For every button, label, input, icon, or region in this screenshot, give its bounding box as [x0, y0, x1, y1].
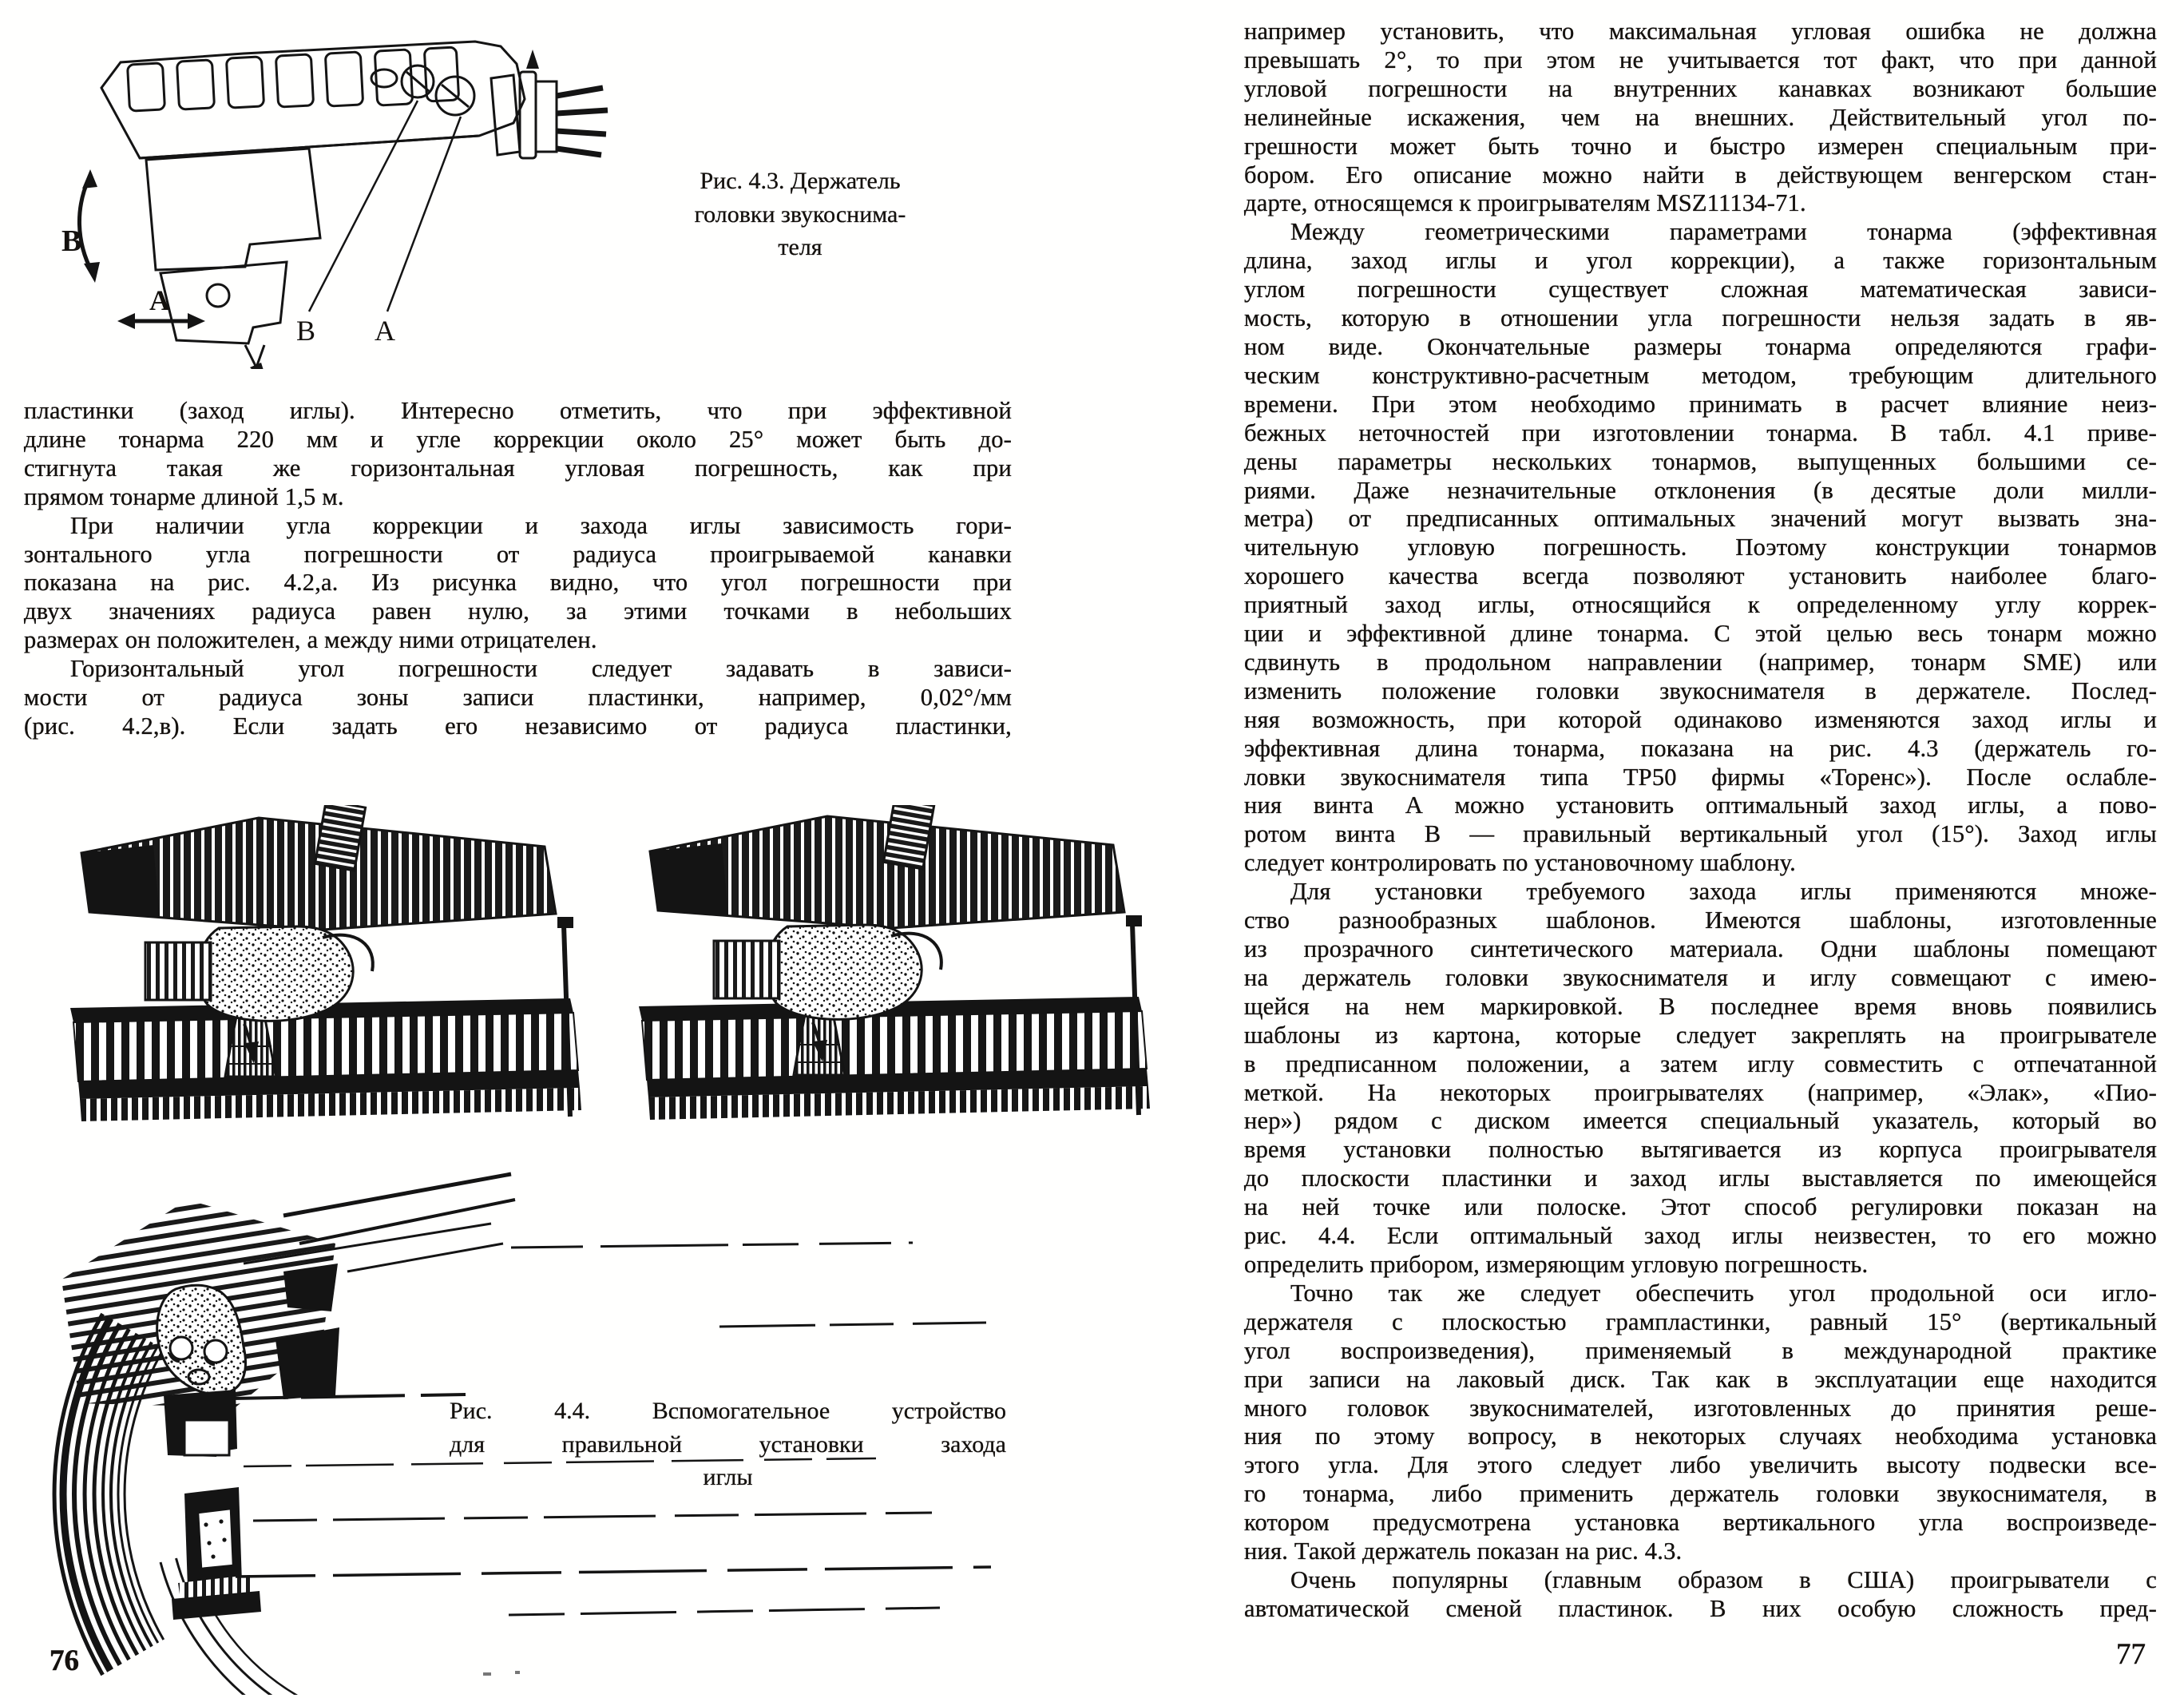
text-line: стигнута такая же горизонтальная угловая погрешность, как при — [24, 454, 1012, 482]
text-line: прямом тонарме длиной 1,5 м. — [24, 482, 344, 510]
text-line: держателя с плоскостью грампластинки, равный 15° (вертикальный — [1244, 1307, 2157, 1335]
text-line: этого угла. Для этого следует либо увеличить высоту подвески все- — [1244, 1451, 2157, 1479]
text-line: сдвинуть в продольном направлении (например, тонарм SME) или — [1244, 648, 2157, 676]
text-line: мости от радиуса зоны записи пластинки, например, 0,02°/мм — [24, 684, 1012, 712]
text-line: бежных неточностей при изготовлении тонарма. В табл. 4.1 приве- — [1244, 419, 2157, 446]
text-line: длина, заход иглы и угол коррекции), а также горизонтальным — [1244, 247, 2157, 275]
axis-label-a: A — [149, 284, 170, 316]
text-line: ство разнообразных шаблонов. Имеются шаблоны, изготовленные — [1244, 907, 2157, 934]
text-line: ческим конструктивно-расчетным методом, требующим длительного — [1244, 361, 2157, 389]
figure-4-3-drawing — [44, 2, 619, 369]
text-line: ния. Такой держатель показан на рис. 4.3. — [1244, 1537, 1683, 1565]
text-line: мость, которую в отношении угла погрешности нельзя задать в яв- — [1244, 304, 2157, 332]
text-line: времени. При этом необходимо принимать в расчет влияние неиз- — [1244, 390, 2157, 418]
text-line: (рис. 4.2,в). Если задать его независимо от радиуса пластинки, — [24, 712, 1012, 740]
text-line: котором предусмотрена установка вертикального угла воспроизведе- — [1244, 1509, 2157, 1537]
text-line: При наличии угла коррекции и захода иглы зависимость гори- — [70, 511, 1012, 539]
text-line: го тонарма, либо применить держатель головки звукоснимателя, в — [1244, 1480, 2157, 1508]
left-page-text — [24, 397, 1012, 741]
text-line: эффективная длина тонарма, показана на рис. 4.3 (держатель го- — [1244, 734, 2157, 762]
text-line: превышать 2°, то при этом не учитывается тот факт, что при данной — [1244, 46, 2157, 73]
text-line: дарте, относящемся к проигрывателям MSZ11134-71. — [1244, 189, 1806, 217]
text-line: грешности может быть точно и быстро измерен специальным при- — [1244, 132, 2157, 160]
caption-line: иглы — [703, 1464, 753, 1490]
text-line: автоматической сменой пластинок. В них особую сложность пред- — [1244, 1594, 2157, 1622]
text-line: Точно так же следует обеспечить угол продольной оси игло- — [1290, 1279, 2157, 1307]
text-line: например установить, что максимальная угловая ошибка не должна — [1244, 18, 2157, 45]
caption-line: теля — [778, 234, 822, 260]
text-line: нер») рядом с диском имеется специальный указатель, который во — [1244, 1107, 2157, 1135]
text-line: рис. 4.4. Если оптимальный заход иглы неизвестен, то его можно — [1244, 1222, 2157, 1250]
text-line: показана на рис. 4.2,а. Из рисунка видно, что угол погрешности при — [24, 569, 1012, 597]
text-line: определить прибором, измеряющим угловую погрешность. — [1244, 1250, 1869, 1278]
callout-line-a — [387, 117, 461, 311]
text-line: размерах он положителен, а между ними отрицателен. — [24, 626, 597, 654]
scan-speck — [515, 1671, 520, 1674]
text-line: на держатель головки звукоснимателя и иглу совмещают с имею- — [1244, 963, 2157, 991]
caption-line: для правильной установки захода — [450, 1430, 1006, 1458]
text-line: до плоскости пластинки и заход иглы выставляется по имеющейся — [1244, 1164, 2157, 1192]
text-line: риями. Даже незначительные отклонения (в десятые доли милли- — [1244, 476, 2157, 504]
caption-line: головки звукоснима- — [694, 200, 906, 228]
text-line: хорошего качества всегда позволяют установить наиболее благо- — [1244, 562, 2157, 590]
text-line: метра) от предписанных оптимальных значений могут вызвать зна- — [1244, 505, 2157, 533]
text-line: из прозрачного синтетического материала. Одни шаблоны помещают — [1244, 935, 2157, 962]
headshell-photo-right — [639, 805, 1150, 1120]
text-line: ловки звукоснимателя типа ТР50 фирмы «Торенс»). После ослабле- — [1244, 763, 2157, 791]
cartridge — [146, 149, 320, 270]
screw-label-b: В — [296, 315, 316, 347]
text-line: много головок звукоснимателей, изготовленных до принятия реше- — [1244, 1394, 2157, 1422]
setup-indicator — [172, 1487, 261, 1620]
left-page — [0, 0, 1078, 1698]
right-page — [1078, 0, 2184, 1698]
text-line: ции и эффективной длине тонарма. С этой целью весь тонарм можно — [1244, 620, 2157, 648]
text-line: углом погрешности существует сложная математическая зависи- — [1244, 276, 2157, 303]
headshell-photos — [48, 805, 1158, 1125]
text-line: меткой. На некоторых проигрывателях (например, «Элак», «Пио- — [1244, 1078, 2157, 1106]
text-line: Очень популярны (главным образом в США) проигрыватели с — [1290, 1565, 2157, 1593]
text-line: щейся на нем маркировкой. В последнее время вновь появились — [1244, 992, 2157, 1020]
text-line: на ней точке или полоске. Этот способ регулировки показан на — [1244, 1193, 2157, 1221]
caption-line: Рис. 4.3. Держатель — [700, 168, 901, 194]
text-line: дены параметры нескольких тонармов, выпущенных большими се- — [1244, 447, 2157, 475]
caption-line: Рис. 4.4. Вспомогательное устройство — [450, 1398, 1006, 1424]
figure-4-3-caption — [655, 165, 945, 264]
text-line: приятный заход иглы, относящийся к определенному углу коррек- — [1244, 591, 2157, 619]
text-line: Для установки требуемого захода иглы применяются множе- — [1290, 878, 2157, 906]
text-line: двух значениях радиуса равен нулю, за этими точками в небольших — [24, 597, 1012, 625]
callout-line-b — [309, 101, 418, 311]
text-line: угловой погрешности на внутренних канавках возникают большие — [1244, 74, 2157, 102]
text-line: при записи на лаковый диск. Так как в эксплуатации еще находится — [1244, 1365, 2157, 1393]
connector-pins — [557, 88, 608, 155]
text-line: Горизонтальный угол погрешности следует задавать в зависи- — [70, 655, 1012, 683]
screw-label-a: А — [375, 315, 395, 347]
text-line: пластинки (заход иглы). Интересно отметить, что при эффективной — [24, 397, 1012, 424]
page-number-right: 77 — [2116, 1638, 2146, 1671]
text-line: бором. Его описание можно найти в действующем венгерском стан- — [1244, 161, 2157, 188]
right-page-text — [1244, 18, 2157, 1624]
text-line: няя возможность, при которой одинаково изменяются заход иглы и — [1244, 705, 2157, 733]
text-line: ния винта А можно установить оптимальный заход иглы, а пово- — [1244, 791, 2157, 819]
text-line: изменить положение головки звукоснимателя в держателе. Послед- — [1244, 676, 2157, 704]
text-line: ном виде. Окончательные размеры тонарма определяются графи- — [1244, 332, 2157, 360]
figure-4-4-caption — [450, 1395, 1006, 1494]
text-line: ротом винта В — правильный вертикальный угол (15°). Заход иглы — [1244, 820, 2157, 848]
headshell-photo-left — [70, 805, 581, 1121]
text-line: чительную угловую погрешность. Поэтому конструкции тонармов — [1244, 534, 2157, 561]
text-line: время установки полностью вытягивается из корпуса проигрывателя — [1244, 1136, 2157, 1164]
axis-label-b: B — [61, 224, 82, 258]
text-line: в предписанном положении, а затем иглу совместить с отпечатанной — [1244, 1049, 2157, 1077]
text-line: следует контролировать по установочному шаблону. — [1244, 849, 1796, 877]
scan-speck — [483, 1672, 491, 1676]
text-line: зонтального угла погрешности от радиуса проигрываемой канавки — [24, 540, 1012, 568]
text-line: длине тонарма 220 мм и угле коррекции около 25° может быть до- — [24, 425, 1012, 453]
text-line: Между геометрическими параметрами тонарма (эффективная — [1290, 218, 2157, 246]
text-line: угол воспроизведения), применяемый в международной практике — [1244, 1336, 2157, 1364]
text-line: шаблоны из картона, которые следует закреплять на проигрывателе — [1244, 1021, 2157, 1049]
page-number-left: 76 — [50, 1644, 79, 1677]
text-line: ния по этому вопросу, в некоторых случаях необходима установка — [1244, 1422, 2157, 1450]
stylus-tip — [250, 363, 269, 369]
text-line: нелинейные искажения, чем на внешних. Действительный угол по- — [1244, 103, 2157, 131]
